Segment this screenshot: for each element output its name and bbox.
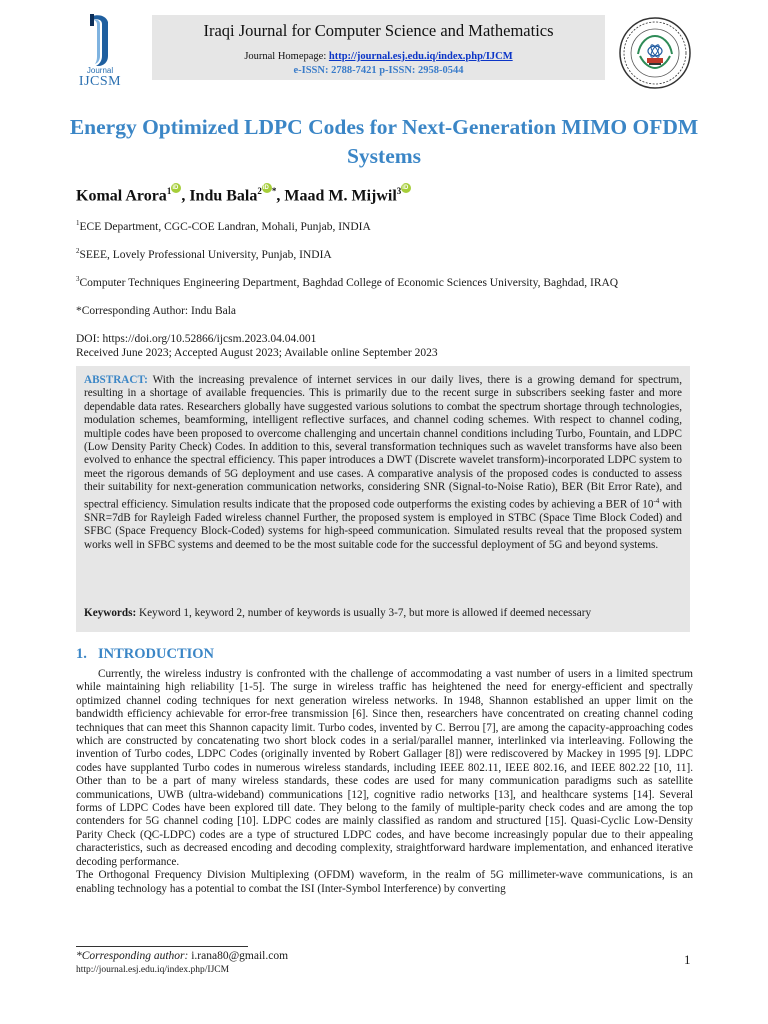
introduction-body	[76, 668, 693, 896]
affiliation-text: ECE Department, CGC-COE Landran, Mohali, Punjab, INDIA	[79, 221, 371, 233]
author-name: Maad M. Mijwil	[284, 187, 397, 205]
footnote-label: *Corresponding author:	[76, 950, 189, 962]
journal-homepage-line	[152, 51, 605, 62]
affiliation-text: SEEE, Lovely Professional University, Punjab, INDIA	[79, 249, 332, 261]
author-separator: ,	[276, 187, 285, 205]
keywords-text: Keyword 1, keyword 2, number of keywords is usually 3-7, but more is allowed if deemed necessary	[136, 607, 592, 619]
corresponding-star: *	[271, 186, 277, 196]
received-dates-line: Received June 2023; Accepted August 2023; Available online September 2023	[76, 347, 438, 359]
affiliation-text: Computer Techniques Engineering Department, Baghdad College of Economic Sciences University, Baghdad, IRAQ	[79, 277, 619, 289]
section-heading-introduction	[76, 646, 214, 663]
section-title: INTRODUCTION	[98, 646, 215, 662]
footer-journal-url[interactable]: http://journal.esj.edu.iq/index.php/IJCM	[76, 965, 230, 975]
affiliation-number: 2	[76, 247, 80, 256]
journal-header	[152, 15, 605, 80]
affiliation-3	[76, 277, 618, 289]
paper-title: Energy Optimized LDPC Codes for Next-Generation MIMO OFDM Systems	[69, 115, 699, 168]
issn-line: e-ISSN: 2788-7421 p-ISSN: 2958-0544	[293, 65, 464, 76]
author-name: Komal Arora	[76, 187, 167, 205]
author-affiliation-number: 3	[396, 186, 402, 196]
journal-logo	[70, 12, 130, 90]
footnote-divider	[76, 946, 248, 947]
author-list	[76, 184, 411, 205]
orcid-icon[interactable]	[401, 183, 411, 193]
affiliation-number: 3	[76, 275, 80, 284]
logo-small-text: Journal	[86, 66, 114, 75]
abstract-box	[76, 366, 690, 632]
abstract-body	[84, 374, 682, 552]
abstract-exponent: -4	[653, 496, 660, 505]
author-separator: ,	[181, 187, 190, 205]
affiliation-number: 1	[76, 219, 80, 228]
keywords-label: Keywords:	[84, 607, 137, 619]
corresponding-author-line: *Corresponding Author: Indu Bala	[76, 305, 237, 317]
orcid-icon[interactable]	[262, 183, 272, 193]
doi-line[interactable]: DOI: https://doi.org/10.52866/ijcsm.2023.04.04.001	[76, 333, 317, 345]
footnote-corresponding-author	[76, 950, 288, 962]
journal-title: Iraqi Journal for Computer Science and Mathematics	[203, 21, 554, 40]
affiliation-1	[76, 221, 371, 233]
section-number: 1.	[76, 646, 87, 662]
paragraph: The Orthogonal Frequency Division Multiplexing (OFDM) waveform, in the realm of 5G millimeter-wave communications, is an enabling technology has a potential to combat the ISI (Inter-Symbol Interference) by converting	[76, 869, 693, 895]
logo-big-text: IJCSM	[78, 74, 122, 89]
journal-homepage-link[interactable]: http://journal.esj.edu.iq/index.php/IJCM	[328, 51, 513, 62]
author-name: Indu Bala	[189, 187, 258, 205]
keywords-line	[84, 607, 682, 620]
abstract-text-continued: with SNR=7dB for Rayleigh Faded wireless channel Further, the proposed system is employed in STBC (Space Time Block Coded) and SFBC (Space Frequency Block-Coded) systems for high-speed communication. Simulated results reveal that the proposed system works well in SFBC systems and deemed to be the most suitable code for the successful deployment of 5G and beyond systems.	[84, 498, 682, 551]
author-affiliation-number: 2	[257, 186, 262, 196]
university-seal	[618, 16, 692, 90]
journal-logo-icon	[70, 12, 130, 68]
abstract-text: With the increasing prevalence of internet services in our daily lives, there is a growing demand for spectrum, resulting in a shortage of available frequencies. This is primarily due to the recent surge in subscribers seeking faster and more dependable data rates. Researchers globally have suggested various solutions to combat the spectrum shortage through technologies, modulation schemes, beamforming, intelligent reflective surfaces, and channel coding schemes. With respect to channel coding, multiple codes have been proposed to overcome challenging and uncertain channel conditions including Turbo, Fountain, and LDPC (Low Density Parity Check) Codes. In addition to this, several transformation techniques such as wavelet transforms have also been evolved to enhance the spectral efficiency. This paper introduces a DWT (Discrete wavelet transform)-incorporated LDPC system to meet the rigorous demands of 5G deployment and use cases. A comparative analysis of the proposed codes is conducted to assess their suitability for next-generation communication networks, considering SNR (Signal-to-Noise Ratio), BER (Bit Error Rate), and spectral efficiency. Simulation results indicate that the proposed code outperforms the existing codes by achieving a BER of 10	[84, 374, 682, 511]
corresponding-email[interactable]: i.rana80@gmail.com	[188, 950, 289, 962]
abstract-label: ABSTRACT:	[84, 374, 148, 386]
homepage-prefix: Journal Homepage:	[244, 51, 329, 62]
orcid-icon[interactable]	[171, 183, 181, 193]
page-number: 1	[684, 952, 691, 967]
author-affiliation-number: 1	[166, 186, 172, 196]
seal-emblem-icon	[618, 16, 692, 90]
affiliation-2	[76, 249, 332, 261]
paragraph: Currently, the wireless industry is confronted with the challenge of accommodating a vast number of users in a limited spectrum while maintaining high reliability [1-5]. The surge in wireless traffic has heightened the need for energy-efficient and spectrally optimized channel coding techniques for next generation wireless networks. In 1948, Shannon established an upper limit on the bandwidth efficiency achievable for error-free transmission [6]. Since then, researchers have concentrated on creating channel coding techniques that can meet this Shannon capacity limit. Turbo codes, invented by C. Berrou [7], are among the capacity-approaching codes which are constructed by concatenating two short block codes in a serial/parallel manner, interlinked via interleaving. Following the invention of Turbo codes, LDPC Codes (originally invented by Robert Gallager [8]) were rediscovered by Mackey in 1995 [9]. LDPC codes have supplanted Turbo codes in numerous wireless standards, including IEEE 802.11, IEEE 802.16, and IEEE 802.22 [10, 11]. Other than to be a part of many wireless standards, these codes are used for many communication paradigms such as satellite communications, UWB (ultra-wideband) communications [12], cognitive radio networks [13], and healthcare systems [14]. Several forms of LDPC Codes have been explored till date. They belong to the family of multiple-parity check codes and are among the top contenders for 5G channel coding [10]. LDPC codes are mainly classified as random and structured [15]. Quasi-Cyclic Low-Density Parity Check (QC-LDPC) codes are a type of structured LDPC codes, and have become increasingly popular due to their appealing characteristics, such as decreased encoding and decoding complexity, straightforward hardware implementation, and enhanced iterative decoding performance.	[76, 668, 693, 868]
